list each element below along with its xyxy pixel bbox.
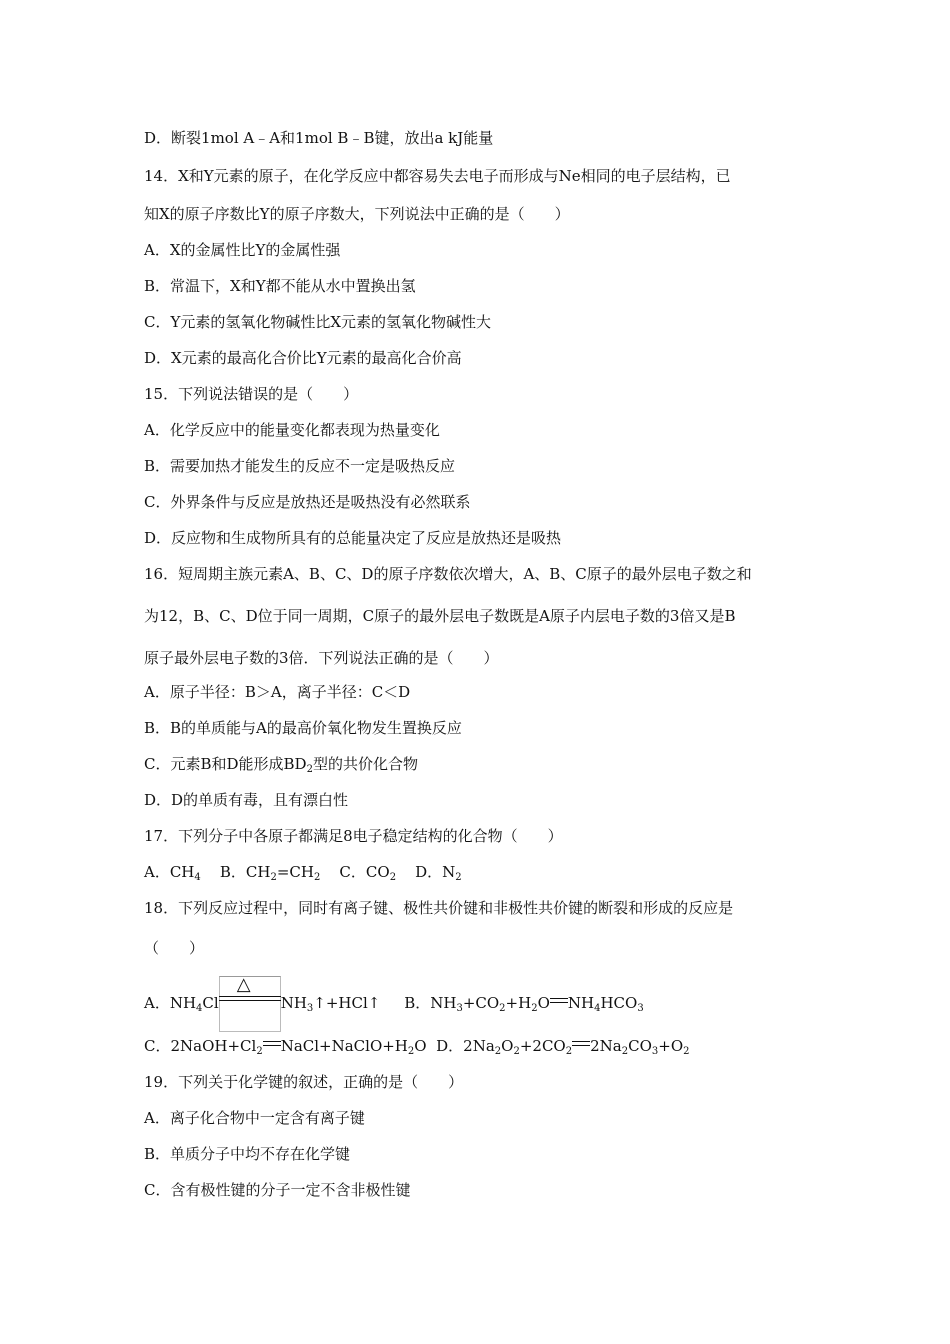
heat-delta-symbol: △ <box>236 974 251 995</box>
option-18-b: B．$NH_3+CO_2+H_2O$ $NH_4HCO_3$ <box>404 994 644 1014</box>
question-16-stem-line2: 为12，B、C、D位于同一周期，C原子的最外层电子数既是A原子内层电子数的3倍又是B <box>144 607 736 625</box>
option-17-c: C．$CO_2$ <box>339 863 397 883</box>
option-16-a: A．原子半径：B＞A，离子半径：C＜D <box>144 683 411 701</box>
option-17-d: D．$N_2$ <box>415 863 462 883</box>
option-15-b: B．需要加热才能发生的反应不一定是吸热反应 <box>144 457 456 475</box>
question-15-stem: 15．下列说法错误的是（ ） <box>144 385 359 403</box>
option-14-a: A．X的金属性比Y的金属性强 <box>144 241 341 259</box>
question-16-stem-line1: 16．短周期主族元素A、B、C、D的原子序数依次增大，A、B、C原子的最外层电子数之和 <box>144 565 752 583</box>
option-18-a: A．$NH_4Cl$ △ $NH_3↑+HCl↑$ <box>144 994 380 1012</box>
question-14-stem-line2: 知X的原子序数比Y的原子序数大，下列说法中正确的是（ ） <box>144 205 570 223</box>
heating-condition-box <box>219 974 281 1010</box>
option-17-a: A．$CH_4$ <box>144 863 201 883</box>
option-16-b: B．B的单质能与A的最高价氧化物发生置换反应 <box>144 719 462 737</box>
question-17-stem: 17．下列分子中各原子都满足8电子稳定结构的化合物（ ） <box>144 827 563 845</box>
option-19-a: A．离子化合物中一定含有离子键 <box>144 1109 365 1127</box>
option-16-d: D．D的单质有毒，且有漂白性 <box>144 791 349 809</box>
option-15-a: A．化学反应中的能量变化都表现为热量变化 <box>144 421 440 439</box>
question-16-stem-line3: 原子最外层电子数的3倍．下列说法正确的是（ ） <box>144 649 499 667</box>
question-18-stem-line2: （ ） <box>144 939 205 957</box>
option-14-c: C．Y元素的氢氧化物碱性比X元素的氢氧化物碱性大 <box>144 313 492 331</box>
option-18-d: D．$2Na_2O_2+2CO_2$ $2Na_2CO_3+O_2$ <box>436 1037 690 1057</box>
option-18-c: C．$2NaOH+Cl_2$ $NaCl+NaClO+H_2O$ <box>144 1037 427 1057</box>
equals-sign-icon <box>572 1039 590 1049</box>
options-17 <box>144 862 462 882</box>
options-18-ab <box>144 974 644 1014</box>
option-14-b: B．常温下，X和Y都不能从水中置换出氢 <box>144 277 416 295</box>
option-19-c: C．含有极性键的分子一定不含非极性键 <box>144 1181 411 1199</box>
question-18-stem-line1: 18．下列反应过程中，同时有离子键、极性共价键和非极性共价键的断裂和形成的反应是 <box>144 899 734 917</box>
question-19-stem: 19．下列关于化学键的叙述，正确的是（ ） <box>144 1073 464 1091</box>
option-15-d: D．反应物和生成物所具有的总能量决定了反应是放热还是吸热 <box>144 529 562 547</box>
options-18-cd <box>144 1036 690 1056</box>
option-17-b: B．$CH_2=CH_2$ <box>219 863 321 883</box>
equals-sign-icon <box>550 996 568 1006</box>
option-14-d: D．X元素的最高化合价比Y元素的最高化合价高 <box>144 349 462 367</box>
option-15-c: C．外界条件与反应是放热还是吸热没有必然联系 <box>144 493 471 511</box>
option-13-d: D．断裂1mol A﹣A和1mol B﹣B键，放出a kJ能量 <box>144 129 494 147</box>
option-16-c: C．元素B和D能形成$BD_2$型的共价化合物 <box>144 755 418 775</box>
option-19-b: B．单质分子中均不存在化学键 <box>144 1145 351 1163</box>
question-14-stem-line1: 14．X和Y元素的原子，在化学反应中都容易失去电子而形成与Ne相同的电子层结构，已 <box>144 167 731 185</box>
equals-sign-icon <box>263 1039 281 1049</box>
